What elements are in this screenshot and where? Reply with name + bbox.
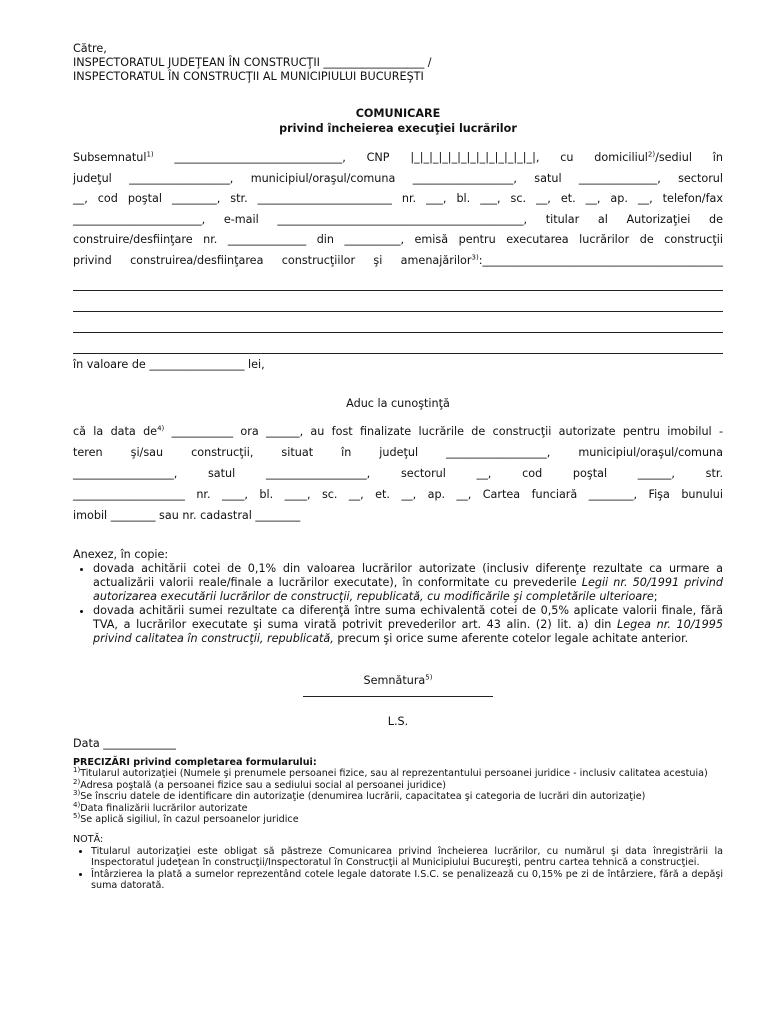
note-section	[73, 834, 723, 892]
completion-line-3: __________________, satul __________________, sectorul __, cod poştal ______, str.	[73, 466, 723, 480]
title-sub: privind încheierea execuţiei lucrărilor	[279, 122, 517, 135]
blank-line	[73, 334, 723, 354]
applicant-line-2: judeţul __________________, municipiul/oraşul/comuna __________________, satul ______________, sectorul	[73, 171, 723, 185]
attachments-list	[73, 562, 723, 646]
addressee-line-bucharest: INSPECTORATUL ÎN CONSTRUCŢII AL MUNICIPIULUI BUCUREŞTI	[73, 70, 424, 83]
applicant-line-5: construire/desfiinţare nr. ______________ din __________, emisă pentru executarea lucrărilor de construcţii	[73, 233, 723, 246]
signature-label: Semnătura$^{5)}$	[363, 672, 433, 687]
blank-line	[73, 313, 723, 333]
applicant-line-1: Subsemnatul$^{1)}$ ______________________________, CNP |_|_|_|_|_|_|_|_|_|_|_|_|_|, cu domiciliul$^{2)}$/sediul în	[73, 150, 723, 164]
value-line: în valoare de _________________ lei,	[73, 358, 265, 371]
note-list	[73, 846, 723, 892]
applicant-line-4: _______________________, e-mail ____________________________________________, titular al Autorizaţiei de	[73, 212, 723, 226]
notice-heading: Aduc la cunoştinţă	[346, 396, 450, 410]
applicant-line-6: privind construirea/desfiinţarea construcţiilor şi amenajărilor$^{3)}$:___________________________________________	[73, 252, 723, 267]
document-title	[73, 106, 723, 136]
instruction-note: $^{3)}$Se înscriu datele de identificare din autorizaţie (denumirea lucrării, capacitatea şi categoria de lucrări din autorizaţie)	[73, 789, 646, 803]
instruction-note: $^{1)}$Titularul autorizaţiei (Numele şi prenumele persoanei fizice, sau al reprezentantului persoanei juridice - inclusiv calitatea acestuia)	[73, 765, 708, 780]
addressee-salutation: Către,	[73, 42, 107, 55]
date-field: Data _____________	[73, 736, 176, 750]
note-item: • Întârzierea la plată a sumelor reprezentând cotele legale datorate I.S.C. se penalizează cu 0,15% pe zi de întârziere, fără a depăşi suma datorată.	[91, 869, 723, 892]
completion-line-5: imobil ________ sau nr. cadastral ________	[73, 508, 301, 522]
blank-line	[73, 292, 723, 312]
blank-line	[73, 271, 723, 291]
title-main: COMUNICARE	[355, 107, 441, 120]
applicant-section	[73, 148, 723, 376]
completion-section	[73, 421, 723, 526]
attachment-item: • dovada achitării sumei rezultate ca diferenţă între suma echivalentă cotei de 0,5% aplicate valorii finale, fără TVA, a lucrărilor executate şi suma virată potrivit prevederilor art. 43 alin. (2) lit. a) din Legea nr. 10/1995 privind calitatea în construcţii, republicată, precum şi orice sume aferente cotelor legale achitate anterior.	[93, 604, 723, 646]
attachment-item: • dovada achitării cotei de 0,1% din valoarea lucrărilor autorizate (inclusiv diferenţe rezultate ca urmare a actualizării valorii reale/finale a lucrărilor executate), în conformitate cu prevederile Legii nr. 50/1991 privind autorizarea executării lucrărilor de construcţii, republicată, cu modificările şi completările ulterioare;	[93, 562, 723, 604]
seal-label: L.S.	[387, 714, 409, 728]
addressee-block	[73, 42, 723, 84]
completion-line-4: ____________________ nr. ____, bl. ____, sc. __, et. __, ap. __, Cartea funciară ________, Fişa bunului	[73, 487, 723, 501]
document-page	[73, 42, 723, 892]
instruction-note: $^{2)}$Adresa poştală (a persoanei fizice sau a sediului social al persoanei juridice)	[73, 777, 446, 791]
note-item: • Titularul autorizaţiei este obligat să păstreze Comunicarea privind încheierea lucrărilor, cu numărul şi data înregistrării la Inspectoratul judeţean în construcţii/Inspectoratul în Construcţii al Municipiului Bucureşti, pentru cartea tehnică a construcţiei.	[91, 846, 723, 869]
signature-block	[73, 674, 723, 697]
attachments-section	[73, 548, 723, 646]
addressee-line-county: INSPECTORATUL JUDEŢEAN ÎN CONSTRUCŢII __________________ /	[73, 56, 432, 69]
signature-line	[303, 696, 493, 697]
instructions-section	[73, 757, 723, 827]
note-heading: NOTĂ:	[73, 834, 104, 846]
completion-line-1: că la data $de^{4)}$ ___________ ora ______, au fost finalizate lucrările de construcţii autorizate pentru imobilul -	[73, 423, 723, 438]
instruction-note: $^{4)}$Data finalizării lucrărilor autorizate	[73, 800, 248, 814]
completion-line-2: teren şi/sau construcţii, situat în judeţul __________________, municipiul/oraşul/comuna	[73, 445, 723, 459]
instructions-heading: PRECIZĂRI privind completarea formularului:	[73, 756, 317, 768]
applicant-line-3: __, cod poştal ________, str. ________________________ nr. ___, bl. ___, sc. __, et. __, ap. __, telefon/fax	[73, 192, 723, 205]
attachments-intro: Anexez, în copie:	[73, 547, 169, 561]
instruction-note: $^{5)}$Se aplică sigiliul, în cazul persoanelor juridice	[73, 812, 299, 826]
